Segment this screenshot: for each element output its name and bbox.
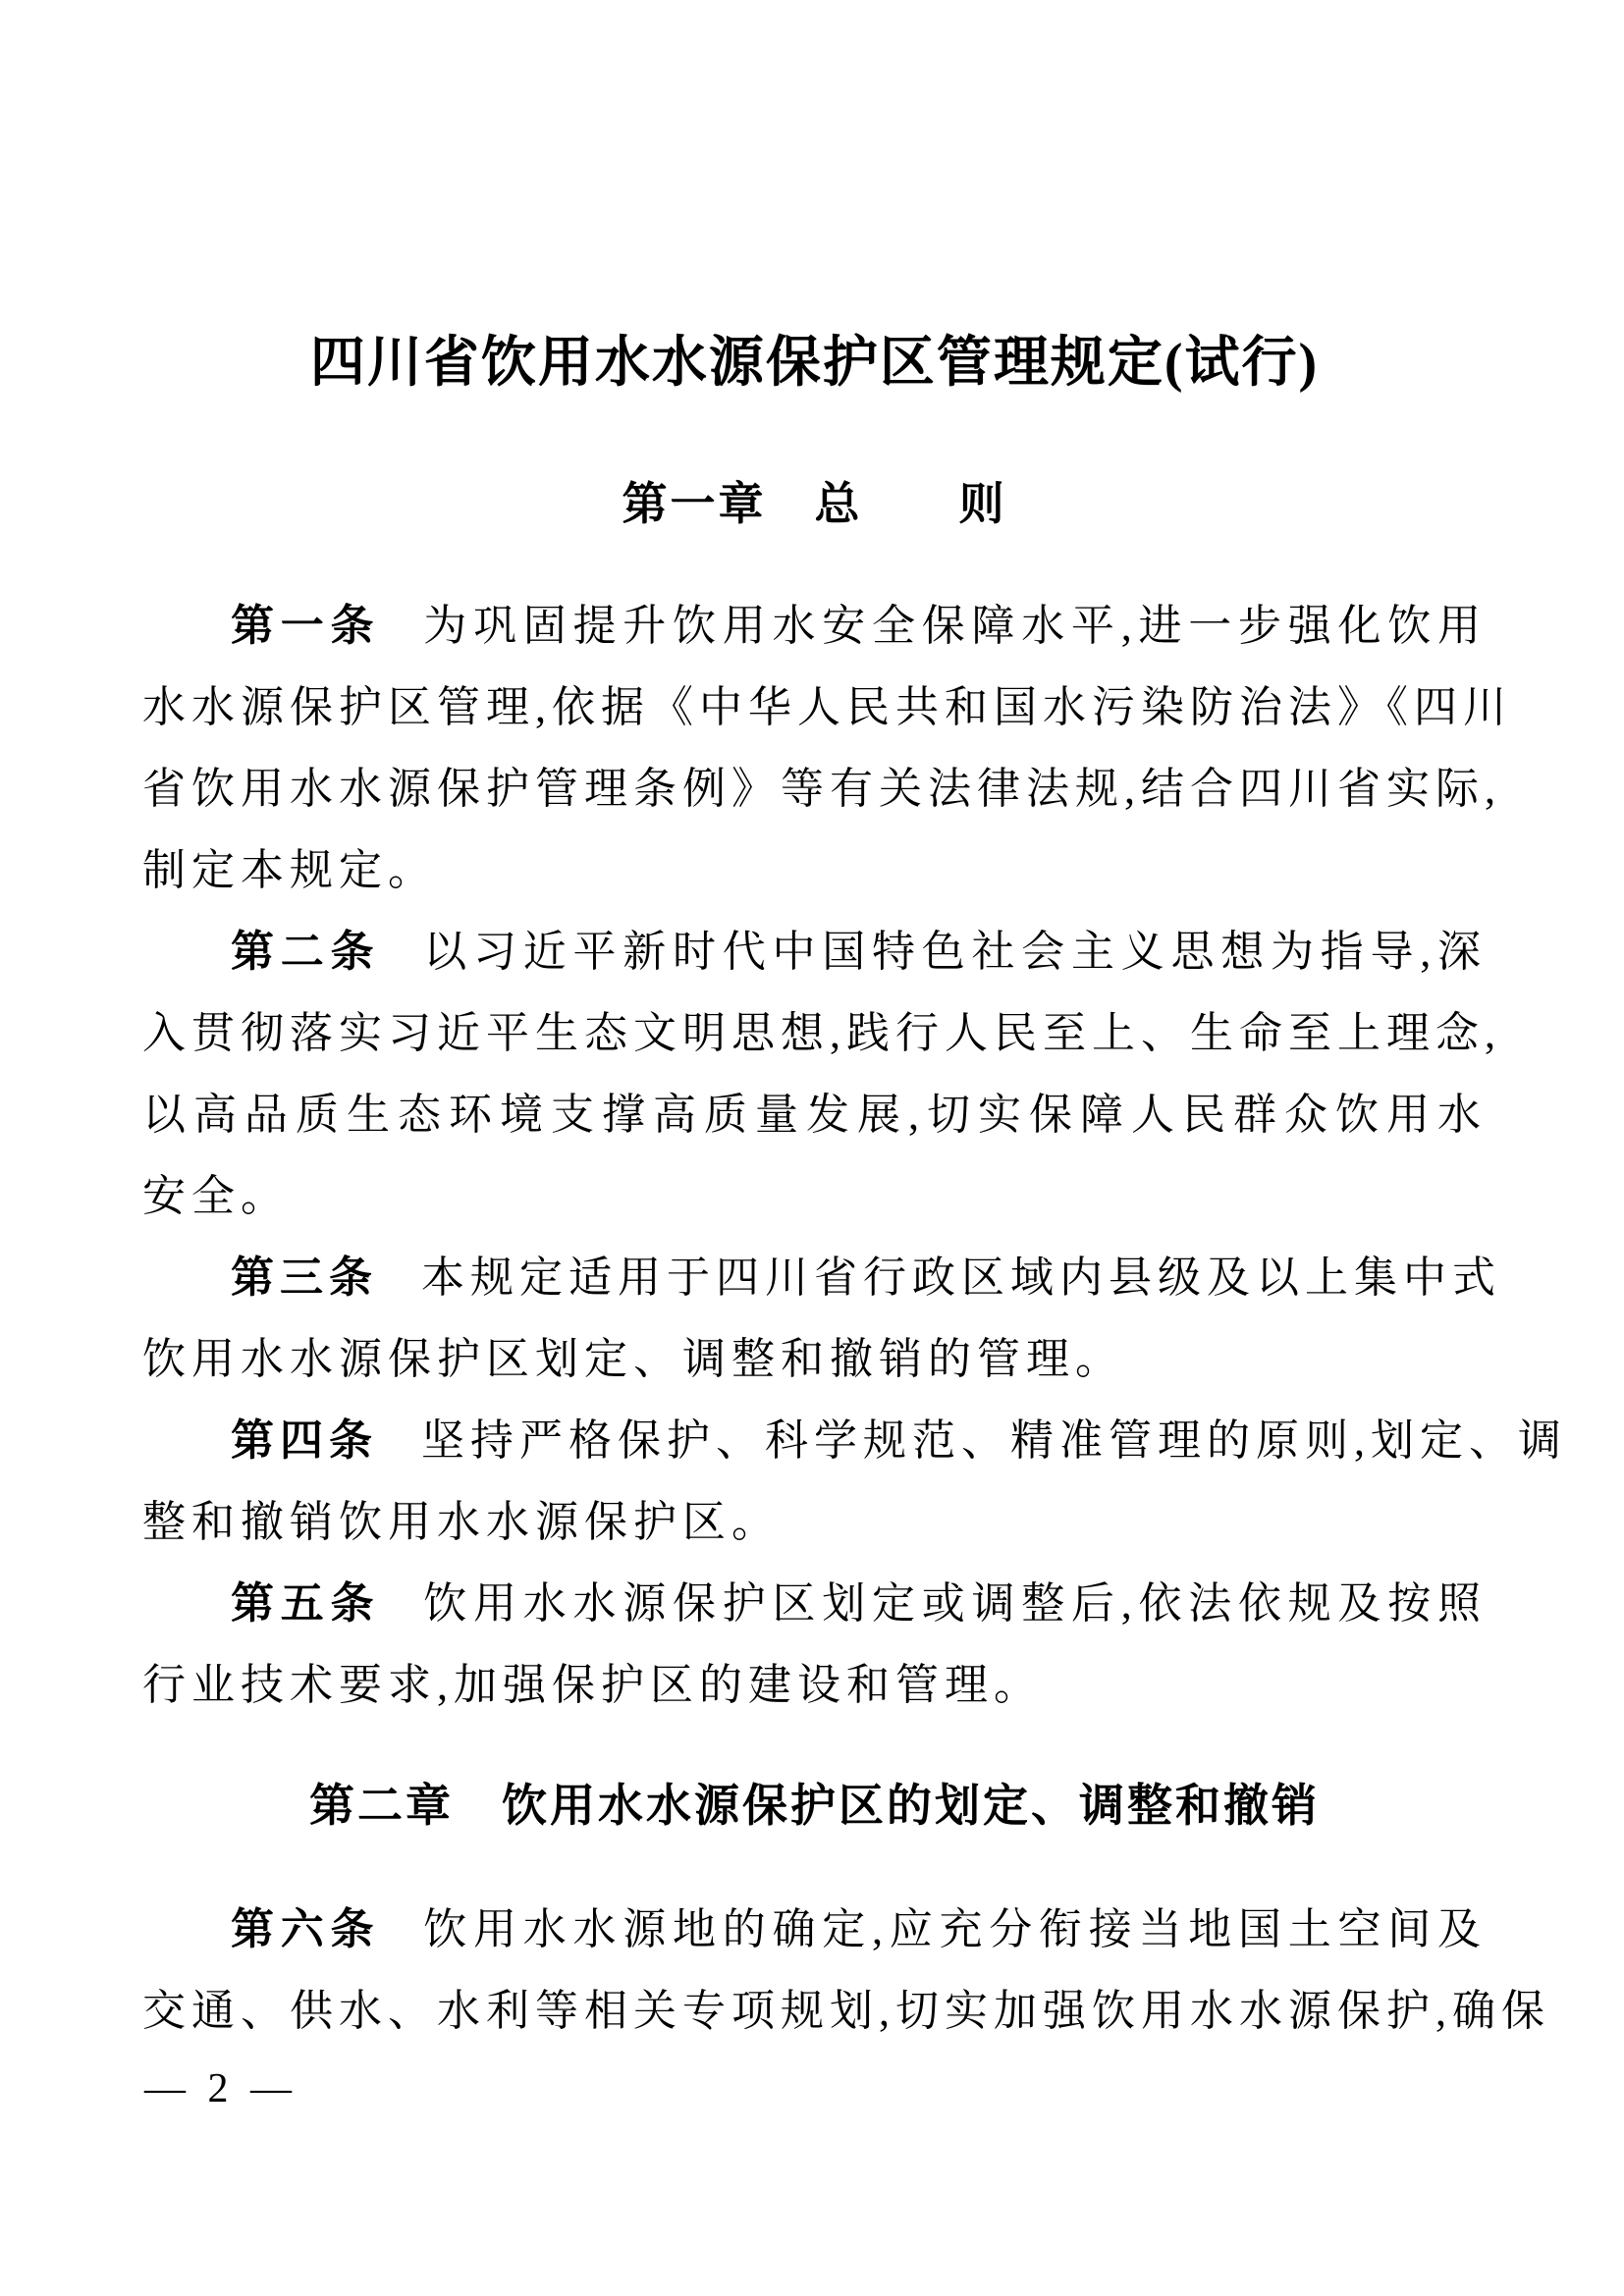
article-3-line-1	[142, 1237, 1501, 1318]
article-4-label: 第四条	[231, 1416, 378, 1465]
article-4-text-1: 坚持严格保护、科学规范、精准管理的原则,划定、调	[421, 1416, 1567, 1465]
article-6-line-1	[142, 1889, 1487, 1970]
article-1-text-1: 为巩固提升饮用水安全保障水平,进一步强化饮用	[423, 602, 1487, 650]
article-5-line-2: 行业技术要求,加强保护区的建设和管理。	[142, 1661, 1043, 1709]
article-6-text-1: 饮用水水源地的确定,应充分衔接当地国土空间及	[423, 1905, 1487, 1953]
article-3-line-2: 饮用水水源保护区划定、调整和撤销的管理。	[142, 1335, 1124, 1383]
article-1-line-1	[142, 585, 1487, 667]
article-2-line-3: 以高品质生态环境支撑高质量发展,切实保障人民群众饮用水	[142, 1091, 1487, 1139]
article-1-label: 第一条	[231, 602, 381, 650]
article-5-label: 第五条	[231, 1579, 381, 1628]
article-1-line-3: 省饮用水水源保护管理条例》等有关法律法规,结合四川省实际,	[142, 765, 1501, 813]
article-1	[142, 585, 1512, 911]
article-5-text-1: 饮用水水源保护区划定或调整后,依法依规及按照	[423, 1579, 1487, 1628]
article-6	[142, 1889, 1550, 2052]
article-5-line-1	[142, 1563, 1487, 1644]
article-3-text-1: 本规定适用于四川省行政区域内县级及以上集中式	[421, 1254, 1501, 1302]
article-2-line-4: 安全。	[142, 1172, 290, 1220]
chapter-2-heading: 第二章 饮用水水源保护区的划定、调整和撤销	[309, 1780, 1320, 1831]
article-1-line-4: 制定本规定。	[142, 846, 437, 894]
article-2	[142, 911, 1501, 1237]
article-2-text-1: 以习近平新时代中国特色社会主义思想为指导,深	[423, 928, 1487, 976]
article-3	[142, 1237, 1501, 1400]
document-title: 四川省饮用水水源保护区管理规定(试行)	[309, 333, 1320, 394]
article-2-line-1	[142, 911, 1487, 992]
article-2-line-2: 入贯彻落实习近平生态文明思想,践行人民至上、生命至上理念,	[142, 1009, 1501, 1057]
document-content	[142, 0, 1567, 2052]
article-6-line-2: 交通、供水、水利等相关专项规划,切实加强饮用水水源保护,确保	[142, 1987, 1550, 2035]
article-3-label: 第三条	[231, 1254, 378, 1302]
page-number: — 2 —	[144, 2066, 298, 2111]
article-1-line-2: 水水源保护区管理,依据《中华人民共和国水污染防治法》《四川	[142, 683, 1512, 731]
article-4-line-1	[142, 1400, 1567, 1481]
article-6-label: 第六条	[231, 1905, 381, 1953]
article-2-label: 第二条	[231, 928, 381, 976]
chapter-1-heading: 第一章 总 则	[622, 478, 1007, 529]
article-4	[142, 1400, 1567, 1563]
article-5	[142, 1563, 1487, 1726]
article-4-line-2: 整和撤销饮用水水源保护区。	[142, 1498, 781, 1546]
